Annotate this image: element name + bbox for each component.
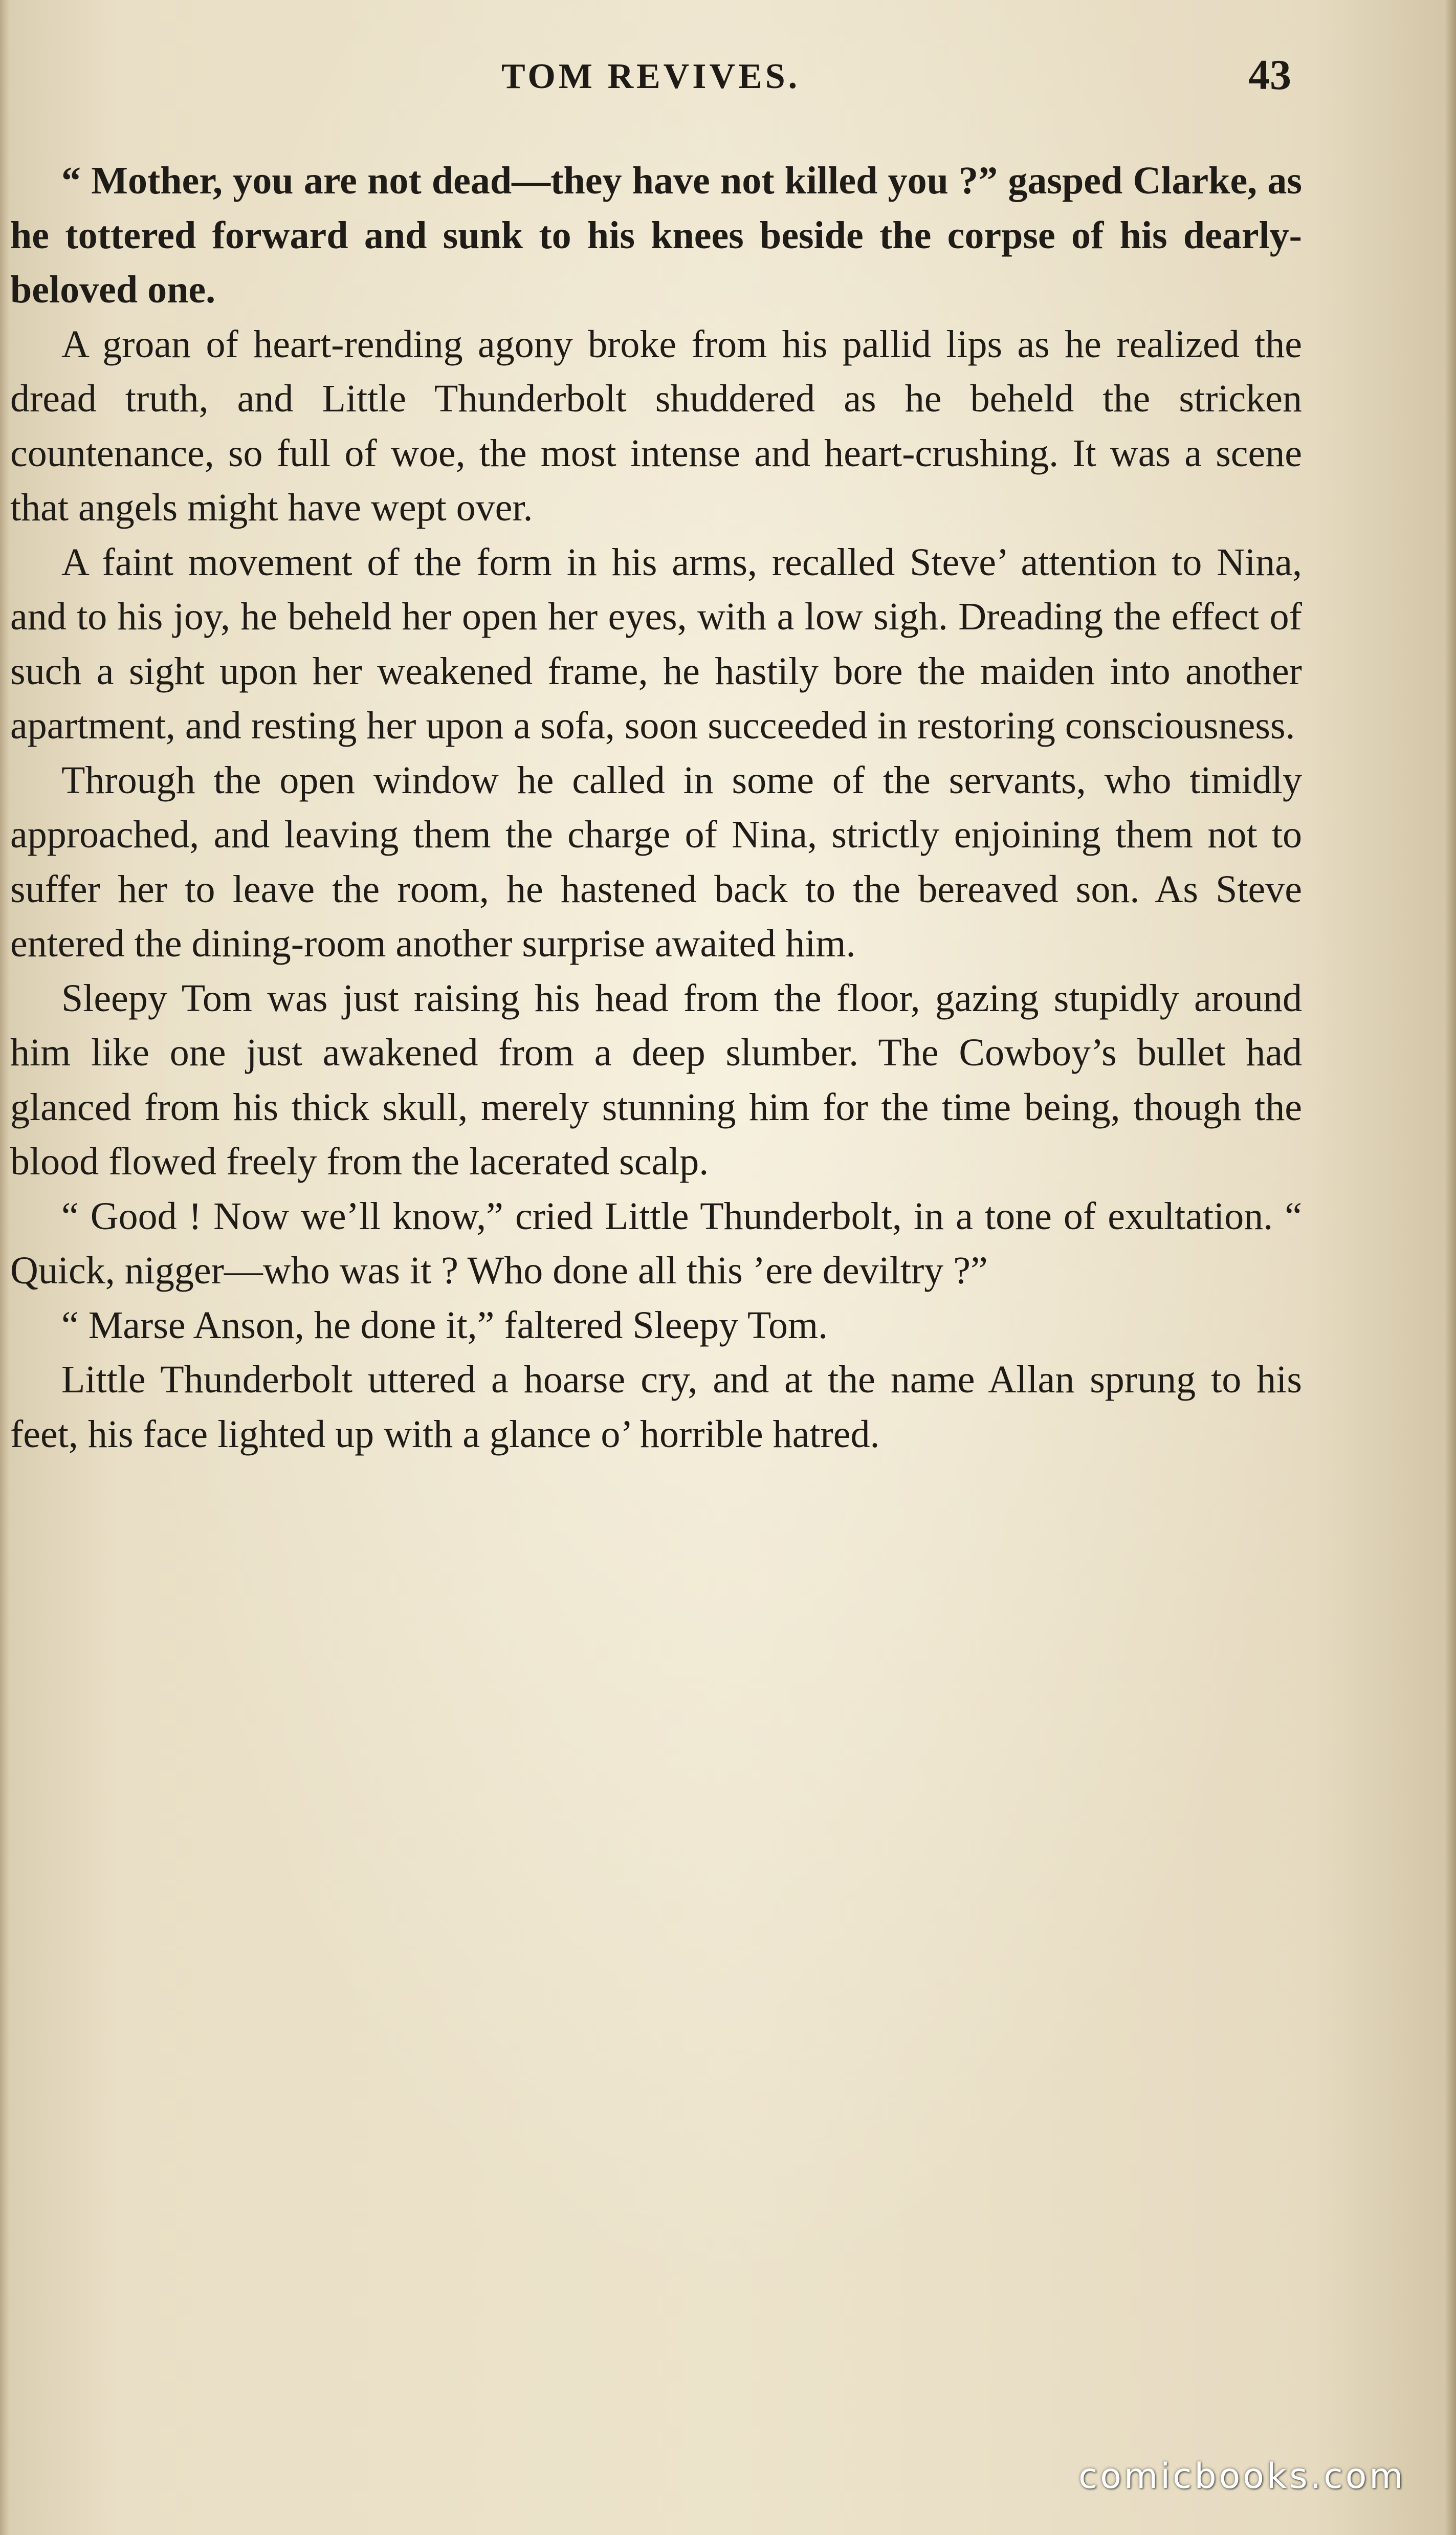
paragraph-5: Sleepy Tom was just raising his head from the floor, gazing stupidly around him like one just awakened from a deep slumber. The Cowboy’s bullet had glanced from his thick skull, merely stunning him for the time being, though the blood flowed freely from the lacerated scalp. xyxy=(10,976,1302,1183)
running-head: TOM REVIVES. xyxy=(501,57,801,96)
paragraph-8: Little Thunderbolt uttered a hoarse cry, and at the name Allan sprung to his feet, his face lighted up with a glance o’ horrible hatred. xyxy=(10,1358,1302,1456)
paragraph-3: A faint movement of the form in his arms, recalled Steve’ attention to Nina, and to his joy, he beheld her open her eyes, with a low sigh. Dreading the effect of such a sight upon her weakened frame, he hastily bore the maiden into another apartment, and resting her upon a sofa, soon succeeded in restoring consciousness. xyxy=(10,540,1302,747)
page-edge-right xyxy=(1445,0,1456,2535)
page-number: 43 xyxy=(1248,51,1291,99)
body-text xyxy=(10,154,1302,1461)
watermark: comicbooks.com xyxy=(1078,2456,1406,2497)
paragraph-4: Through the open window he called in some of the servants, who timidly approached, and leaving them the charge of Nina, strictly enjoining them not to suffer her to leave the room, he hastened back to the bereaved son. As Steve entered the dining-room another surprise awaited him. xyxy=(10,758,1302,965)
page-edge-left xyxy=(0,0,9,2535)
paragraph-6: “ Good ! Now we’ll know,” cried Little Thunderbolt, in a tone of exultation. “ Quick, nigger—who was it ? Who done all this ’ere deviltry ?” xyxy=(10,1194,1302,1292)
paragraph-2: A groan of heart-rending agony broke from his pallid lips as he realized the dread truth, and Little Thunderbolt shuddered as he beheld the stricken countenance, so full of woe, the most intense and heart-crushing. It was a scene that angels might have wept over. xyxy=(10,322,1302,529)
page-header xyxy=(0,36,1456,97)
paragraph-7: “ Marse Anson, he done it,” faltered Sleepy Tom. xyxy=(61,1303,828,1347)
paragraph-1: “ Mother, you are not dead—they have not killed you ?” gasped Clarke, as he tottered forward and sunk to his knees beside the corpse of his dearly-beloved one. xyxy=(10,159,1302,311)
